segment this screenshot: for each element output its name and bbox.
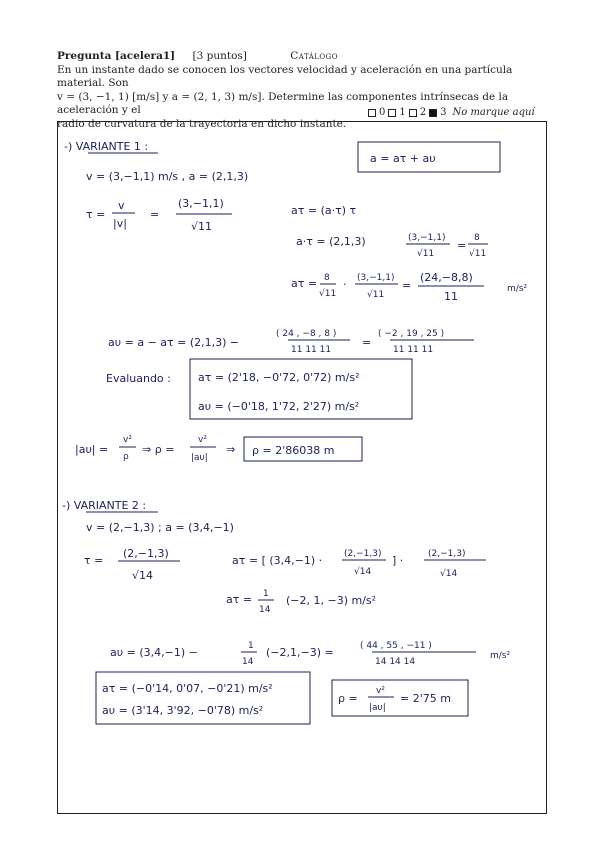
v1-tau-f1-num: v bbox=[118, 199, 125, 212]
v1-at-def: aτ = (a·τ) τ bbox=[291, 204, 357, 217]
v1-eval-at: aτ = (2'18, −0'72, 0'72) m/s² bbox=[198, 371, 360, 384]
v2-tau-lhs: τ = bbox=[84, 554, 104, 567]
v1-at-unit: m/s² bbox=[507, 284, 528, 294]
v1-at-res-num: (24,−8,8) bbox=[420, 271, 473, 284]
v1-dot-res-num: 8 bbox=[474, 233, 480, 243]
v2-at-frac-den: √14 bbox=[354, 567, 372, 577]
v1-dot-frac-num: (3,−1,1) bbox=[408, 233, 446, 243]
v1-tau-eq: = bbox=[150, 208, 160, 221]
v1-eval-an: aυ = (−0'18, 1'72, 2'27) m/s² bbox=[198, 400, 360, 413]
v2-eval-an: aυ = (3'14, 3'92, −0'78) m/s² bbox=[102, 704, 264, 717]
v1-at-f1-den: √11 bbox=[319, 289, 337, 299]
v1-rho-arrow: ⇒ bbox=[226, 443, 236, 456]
catalog-label: Catálogo bbox=[290, 50, 338, 62]
v2-at2-num: 1 bbox=[263, 589, 269, 599]
v1-tau-f2-num: (3,−1,1) bbox=[178, 197, 224, 210]
statement-line-1: En un instante dado se conocen los vectores velocidad y aceleración en una partícula material. Son bbox=[57, 63, 513, 89]
v2-an-f-den: 14 bbox=[242, 657, 254, 667]
v2-rho-res: = 2'75 m bbox=[400, 692, 451, 705]
v1-rho-f1-num: v² bbox=[123, 435, 132, 445]
v2-at2-den: 14 bbox=[259, 605, 271, 615]
v1-at-lhs: aτ = bbox=[291, 277, 318, 290]
v1-at-dot: · bbox=[343, 278, 347, 291]
v1-rho-f2-den: |aυ| bbox=[191, 453, 208, 463]
v2-at2-vec: (−2, 1, −3) m/s² bbox=[286, 594, 377, 607]
v2-title: -) VARIANTE 2 : bbox=[62, 499, 147, 512]
v1-dot-lhs: a·τ = (2,1,3) bbox=[296, 235, 366, 248]
v1-dot-res-den: √11 bbox=[469, 249, 487, 259]
v2-an-res-den: 14 14 14 bbox=[375, 657, 416, 667]
v1-at-f1-num: 8 bbox=[324, 273, 330, 283]
v2-at-frac-num: (2,−1,3) bbox=[344, 549, 382, 559]
v2-at-f2-den: √14 bbox=[440, 569, 458, 579]
v1-rho-f2-num: v² bbox=[198, 435, 207, 445]
statement-line-3: radio de curvatura de la trayectoria en dicho instante. bbox=[57, 117, 347, 130]
v1-rho-f1-den: ρ bbox=[123, 452, 129, 462]
v1-rho-mid: ⇒ ρ = bbox=[142, 443, 175, 456]
v1-at-f2-den: √11 bbox=[367, 290, 385, 300]
v2-at2-lhs: aτ = bbox=[226, 593, 253, 606]
v1-rho-lhs: |aυ| = bbox=[75, 443, 109, 456]
checkbox-2-label: 2 bbox=[419, 107, 427, 118]
v1-at-res-den: 11 bbox=[444, 290, 458, 303]
v1-dot-frac-den: √11 bbox=[417, 249, 435, 259]
v1-data: v = (3,−1,1) m/s , a = (2,1,3) bbox=[86, 170, 249, 183]
statement-line-2: v = (3, −1, 1) [m/s] y a = (2, 1, 3) m/s]. Determine las componentes intrínsecas de la aceleración y el bbox=[57, 90, 509, 116]
v1-an-res-den: 11 11 11 bbox=[393, 345, 434, 355]
v2-rho-num: v² bbox=[376, 686, 385, 696]
v2-tau-num: (2,−1,3) bbox=[123, 547, 169, 560]
v1-dot-eq: = bbox=[457, 239, 467, 252]
v1-tau-f2-den: √11 bbox=[191, 220, 213, 233]
checkbox-1-label: 1 bbox=[399, 107, 406, 118]
checkbox-3-label: 3 bbox=[440, 107, 447, 118]
v2-eval-at: aτ = (−0'14, 0'07, −0'21) m/s² bbox=[102, 682, 273, 695]
v1-tau-lhs: τ = bbox=[86, 208, 106, 221]
v1-title: -) VARIANTE 1 : bbox=[64, 140, 149, 153]
question-points: [3 puntos] bbox=[192, 50, 247, 62]
v1-an-eq: = bbox=[362, 336, 372, 349]
v1-rho-result: ρ = 2'86038 m bbox=[252, 444, 335, 457]
v2-at-lhs: aτ = [ (3,4,−1) · bbox=[232, 554, 323, 567]
v1-an-vec-num: ( 24 , −8 , 8 ) bbox=[276, 329, 337, 339]
v1-tau-f1-den: |v| bbox=[113, 217, 127, 230]
v1-an-vec-den: 11 11 11 bbox=[291, 345, 332, 355]
v1-at-f2-num: (3,−1,1) bbox=[357, 273, 395, 283]
do-not-mark-note: No marque aquí bbox=[452, 107, 535, 118]
v2-an-vec: (−2,1,−3) = bbox=[266, 646, 334, 659]
v1-an-res-num: ( −2 , 19 , 25 ) bbox=[378, 329, 445, 339]
v1-an-lhs: aυ = a − aτ = (2,1,3) − bbox=[108, 336, 240, 349]
v2-an-res-num: ( 44 , 55 , −11 ) bbox=[360, 641, 432, 651]
v1-eval-label: Evaluando : bbox=[106, 372, 171, 385]
question-title: Pregunta [acelera1] bbox=[57, 50, 176, 62]
v2-data: v = (2,−1,3) ; a = (3,4,−1) bbox=[86, 521, 234, 534]
v2-an-lhs: aυ = (3,4,−1) − bbox=[110, 646, 198, 659]
checkbox-0-label: 0 bbox=[379, 107, 386, 118]
v1-at-eq: = bbox=[402, 279, 412, 292]
v1-top-formula: a = aτ + aυ bbox=[370, 152, 436, 165]
v2-rho-lhs: ρ = bbox=[338, 692, 358, 705]
v2-an-unit: m/s² bbox=[490, 651, 511, 661]
v2-rho-den: |aυ| bbox=[369, 703, 386, 713]
v2-tau-den: √14 bbox=[132, 569, 154, 582]
v2-at-f2-num: (2,−1,3) bbox=[428, 549, 466, 559]
v2-an-f-num: 1 bbox=[248, 641, 254, 651]
v2-at-close: ] · bbox=[392, 554, 404, 567]
